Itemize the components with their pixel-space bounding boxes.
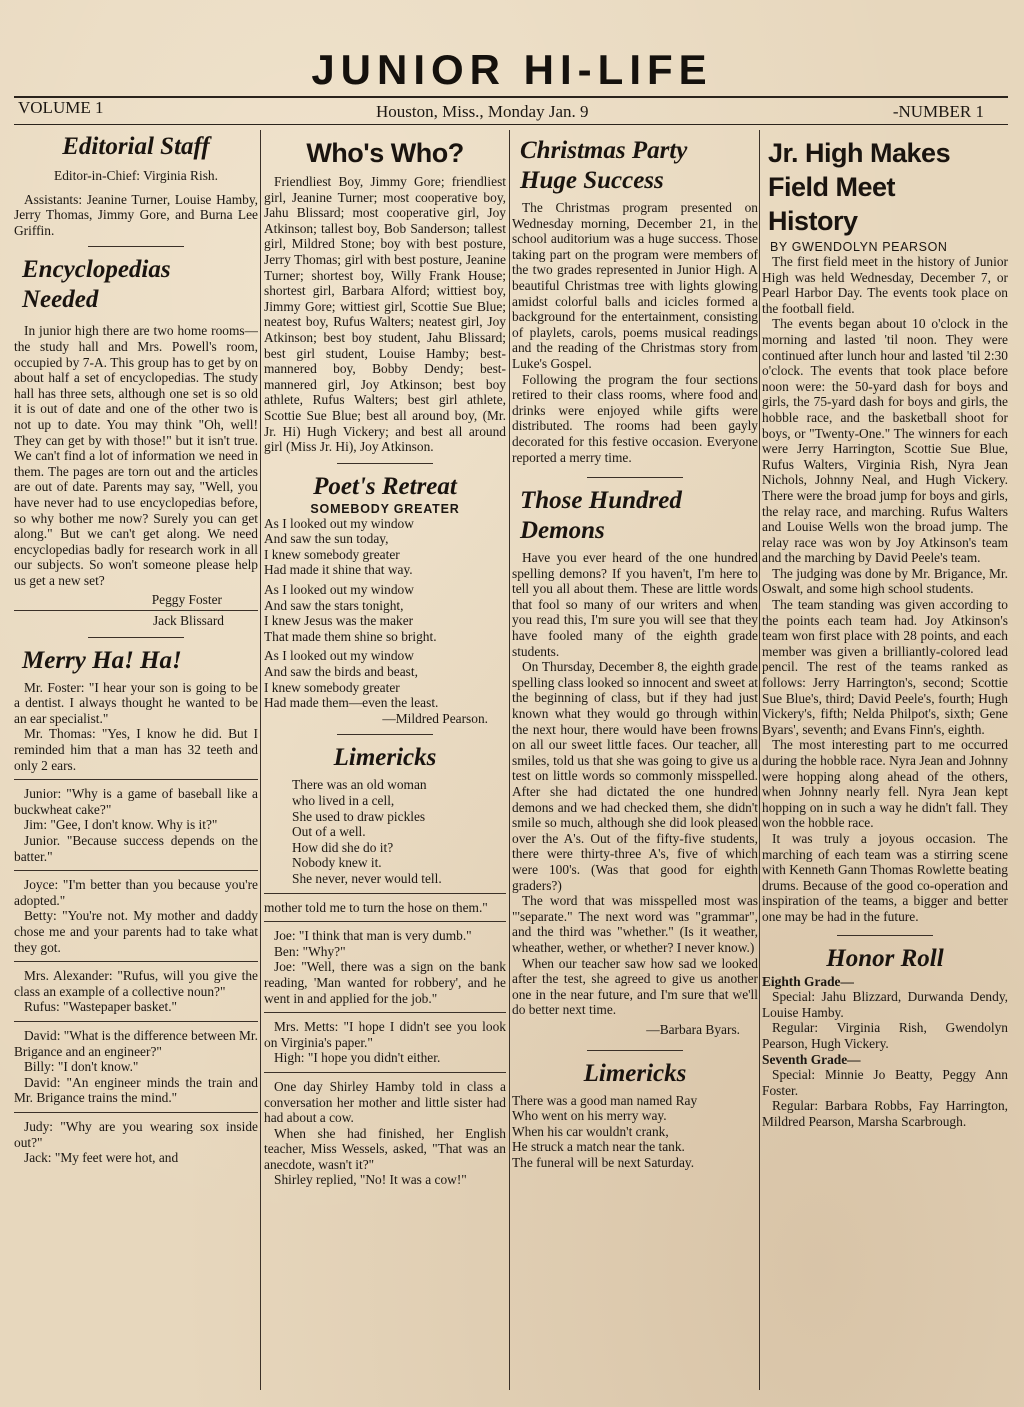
encyclopedias-signature-2: Jack Blissard	[152, 613, 224, 629]
limerick-2	[512, 1093, 758, 1171]
signature-rule	[14, 610, 258, 611]
christmas-paragraph: The Christmas program presented on Wednesday morning, December 21, in the school auditorium was a huge success. Those taking part on the program were members of the two grades represented in Junior High. A beautiful Christmas tree with lights glowing amidst colorful balls and icicles formed a background for the entertainment, consisting of playlets, carols, poems musical readings and the reading of the Christmas story from Luke's Gospel.	[512, 200, 758, 371]
encyclopedias-body: In junior high there are two home rooms—the study hall and Mrs. Powell's room, occupied by 7-A. This group has to get by on about half a set of encyclopedias. The study hall has three sets, although one set is so old it is out of date and one of the other two is not up to date. You may think "Oh, well! They can get by with those!" but it isn't true. We can't find a lot of information we need in them. The pages are torn out and the articles are out of date. Parents may say, "Well, you have never had to use encyclopedias before, so why bother me now? Surely you can get along." But we can't get along. We need encyclopedias badly for research work in all our subjects. So won't someone please help us get a new set?	[14, 323, 258, 588]
joke-line: Mrs. Alexander: "Rufus, will you give the class an example of a collective noun?"	[14, 968, 258, 999]
merry-heading: Merry Ha! Ha!	[22, 646, 182, 674]
column-2	[264, 128, 506, 1393]
section-rule	[837, 935, 933, 936]
demons-paragraph: The word that was misspelled most was "'separate." The next word was "grammar", and the third was "whether." (Is it weather, wheather, wether, or whether? I never know.)	[512, 893, 758, 955]
poem-line: Had made them—even the least.	[264, 695, 439, 711]
joke-line: High: "I hope you didn't either.	[274, 1050, 441, 1066]
joke-rule	[264, 1072, 506, 1073]
limerick-line: There was an old woman	[292, 777, 427, 793]
limerick-line: She used to draw pickles	[292, 808, 426, 824]
demons-paragraph: When our teacher saw how sad we looked after the test, she agreed to give us another one in the near future, and I'm sure that we'll do better next time.	[512, 955, 758, 1018]
fieldmeet-paragraph: It was truly a joyous occasion. The marching of each team was a stirring scene with Kenneth Gann Thomas Rowlette beating drums. Because of the good co-operation and inspiration of the teams, a bigger and better one may be had in the future.	[762, 830, 1008, 924]
joke-line: Judy: "Why are you wearing sox inside out?"	[14, 1118, 258, 1150]
limerick-line: She never, never would tell.	[292, 870, 442, 886]
poem-stanza-3	[264, 648, 506, 710]
dateline: Houston, Miss., Monday Jan. 9	[376, 102, 589, 121]
poem-line: That made them shine so bright.	[264, 628, 437, 644]
fieldmeet-heading-line3: History	[768, 206, 858, 236]
section-rule	[587, 1050, 683, 1051]
limericks-heading: Limericks	[333, 744, 437, 772]
section-rule	[88, 246, 184, 247]
limerick-line: How did she do it?	[292, 839, 394, 855]
christmas-heading-line1: Christmas Party	[520, 137, 688, 164]
section-rule	[88, 637, 184, 638]
fieldmeet-heading-line2: Field Meet	[768, 172, 896, 202]
fieldmeet-paragraph: The team standing was given according to the points each team had. Joy Atkinson's team won first place with 28 points, and each member was given a brilliantly-colored lead pencil. The rest of the teams ranked as follows: Jerry Harrington's, second; Scottie Sue Blue's, third; David Peele's, fourth; Hugh Vickery's, fifth; Nelda Philpot's, sixth; Gene Byars', seventh; and Evans Finn's, eighth.	[762, 597, 1008, 737]
encyclopedias-heading-line2: Needed	[22, 286, 99, 314]
joke-line: Joe: "Well, there was a sign on the bank reading, 'Man wanted for robbery', and he went in and applied for the job."	[264, 959, 506, 1006]
honor-grade-7: Seventh Grade—	[762, 1051, 861, 1067]
demons-paragraph: Have you ever heard of the one hundred spelling demons? If you haven't, I'm here to tell you all about them. These are little words that fool so many of our writers and when you read this, I'm sure you will see that they have fooled many of the eighth grade students.	[512, 550, 758, 659]
issue-number: -NUMBER 1	[892, 102, 984, 121]
poets-heading: Poet's Retreat	[313, 472, 457, 500]
christmas-paragraph: Following the program the four sections retired to their class rooms, where food and drinks were enjoyed while gifts were distributed. The rooms had been gayly decorated for this festive occasion. Everyone reported a merry time.	[512, 371, 758, 465]
joke-rule	[14, 1021, 258, 1022]
limericks-heading: Limericks	[583, 1059, 687, 1087]
fieldmeet-heading-line1: Jr. High Makes	[768, 138, 951, 168]
fieldmeet-paragraph: The most interesting part to me occurred during the hobble race. Nyra Jean and Johnny were hopping along ahead of the others, when Johnny nearly fell. Nyra Jean kept hopping on in such a way he didn't fall. They won the hobble race.	[762, 737, 1008, 831]
joke-line: Junior. "Because success depends on the batter."	[14, 833, 258, 864]
dateline-bar	[18, 98, 1000, 122]
column-divider	[509, 130, 510, 1390]
limerick-line: Nobody knew it.	[292, 855, 382, 871]
honor-entry: Regular: Barbara Robbs, Fay Harrington, Mildred Pearson, Marsha Scarbrough.	[762, 1098, 1008, 1129]
demons-heading-line2: Demons	[520, 517, 605, 545]
poem-title: SOMEBODY GREATER	[310, 501, 460, 516]
joke-rule	[14, 870, 258, 871]
joke-continued: mother told me to turn the hose on them."	[264, 899, 488, 915]
whos-who-heading: Who's Who?	[306, 138, 464, 168]
poem-line: And saw the birds and beast,	[264, 664, 418, 680]
poem-line: Had made it shine that way.	[264, 562, 413, 578]
christmas-heading-line2: Huge Success	[520, 167, 664, 194]
joke-line: Ben: "Why?"	[274, 943, 346, 959]
fieldmeet-byline: BY GWENDOLYN PEARSON	[770, 240, 948, 254]
poem-line: I knew somebody greater	[264, 679, 400, 695]
limerick-line: Who went on his merry way.	[512, 1108, 667, 1124]
section-rule	[264, 893, 506, 894]
honor-grade-8: Eighth Grade—	[762, 973, 854, 989]
poem-line: I knew Jesus was the maker	[264, 613, 414, 629]
limerick-line: who lived in a cell,	[292, 793, 395, 808]
fieldmeet-paragraph: The events began about 10 o'clock in the morning and lasted 'til noon. They were continued after lunch hour and lasted 'til 2:30 o'clock. The events that took place before noon were: the 50-yard dash for boys and girls, the 75-yard dash for boys and girls, the hobble race, and the basketball shoot for boys, or "Twenty-One." The winners for each were Jerry Harrington, Scottie Sue Blue, Rufus Walters, Virginia Rish, Nyra Jean Nichols, Johnny Neal, and Hugh Vickery. There were the broad jump for boys and girls, the relay race, and marching. Rufus Walters and Louise Wells won the broad jump. The relay race was won by Joy Atkinson's team and the marching by David Peele's team.	[762, 316, 1008, 566]
honor-roll-heading: Honor Roll	[826, 944, 944, 972]
limerick-line: There was a good man named Ray	[512, 1092, 698, 1108]
column-divider	[260, 130, 261, 1390]
poem-line: And saw the stars tonight,	[264, 597, 404, 613]
demons-paragraph: On Thursday, December 8, the eighth grade spelling class looked so innocent and sweet at the beginning of class, but if they had just known what they would go through within the next hour, there would have been frowns on all our sweet little faces. Our teacher, all smiles, told us that she was going to give us a test on little words so commonly misspelled. After she had dictated the one hundred demons and we had checked them, she didn't smile so much, although she did look pleased over the A's. Out of the fifty-five students, there were thirty-three A's, five of which were 100's. (Was that good for eighth graders?)	[512, 659, 758, 893]
poem-author: —Mildred Pearson.	[382, 710, 488, 726]
whos-who-body: Friendliest Boy, Jimmy Gore; friendliest girl, Jeanine Turner; most cooperative boy, Jahu Blissard; most cooperative girl, Joy Atkinson; tallest boy, Bob Sanderson; tallest girl, Mildred Stone; boy with best posture, Jerry Thomas; girl with best posture, Jeanine Turner; shortest boy, Willy Frank House; shortest girl, Barbara Alford; wittiest boy, Jimmy Gore; wittiest girl, Scottie Sue Blue; neatest boy, Rufus Walters; neatest girl, Joy Atkinson; best boy student, Jahu Blissard; best girl student, Louise Hamby; best-mannered boy, Bobby Dendy; best-mannered girl, Joy Atkinson; best boy athlete, Rufus Walters; best girl athlete, Scottie Sue Blue; best all around boy, (Mr. Jr. Hi) Hugh Vickery; and best all around girl (Miss Jr. Hi), Joy Atkinson.	[264, 174, 506, 455]
joke-line: Mr. Foster: "I hear your son is going to be a dentist. I always thought he wanted to be an ear specialist."	[14, 679, 258, 726]
fieldmeet-paragraph: The first field meet in the history of Junior High was held Wednesday, December 7, or Pearl Harbor Day. The events took place on the football field.	[762, 254, 1008, 316]
demons-author: —Barbara Byars.	[646, 1021, 740, 1037]
limerick-line: Out of a well.	[292, 824, 366, 840]
limerick-line: He struck a match near the tank.	[512, 1139, 685, 1155]
joke-rule	[14, 961, 258, 962]
volume-label: VOLUME 1	[18, 98, 104, 117]
editorial-chief: Editor-in-Chief: Virginia Rish.	[54, 168, 218, 183]
honor-entry: Regular: Virginia Rish, Gwendolyn Pearson, Hugh Vickery.	[762, 1020, 1008, 1051]
joke-rule	[264, 1012, 506, 1013]
poem-line: I knew somebody greater	[264, 546, 400, 562]
poem-line: And saw the sun today,	[264, 531, 389, 547]
joke-line: Billy: "I don't know."	[24, 1059, 139, 1075]
joke-rule	[14, 1112, 258, 1113]
limerick-line: The funeral will be next Saturday.	[512, 1154, 695, 1170]
editorial-heading: Editorial Staff	[62, 133, 210, 160]
joke-line: Mrs. Metts: "I hope I didn't see you look on Virginia's paper."	[264, 1019, 506, 1050]
column-3	[512, 128, 758, 1393]
encyclopedias-signature-1: Peggy Foster	[151, 592, 222, 608]
masthead-rule-bottom	[14, 124, 1008, 125]
joke-line: David: "What is the difference between Mr. Brigance and an engineer?"	[14, 1027, 258, 1059]
demons-heading-line1: Those Hundred	[520, 487, 682, 515]
joke-line: Jack: "My feet were hot, and	[24, 1150, 179, 1166]
joke-line: David: "An engineer minds the train and Mr. Brigance trains the mind."	[14, 1074, 258, 1106]
column-1	[14, 128, 258, 1393]
poem-stanza-2	[264, 582, 506, 644]
joke-rule	[264, 921, 506, 922]
fieldmeet-paragraph: The judging was done by Mr. Brigance, Mr. Oswalt, and some high school students.	[762, 565, 1008, 597]
editorial-assistants: Assistants: Jeanine Turner, Louise Hamby, Jerry Thomas, Jimmy Gore, and Burna Lee Griffin.	[14, 191, 258, 238]
honor-entry: Special: Jahu Blizzard, Durwanda Dendy, Louise Hamby.	[762, 989, 1008, 1020]
section-rule	[337, 734, 433, 735]
joke-line: When she had finished, her English teacher, Miss Wessels, asked, "That was an anecdote, wasn't it?"	[264, 1125, 506, 1172]
joke-line: Rufus: "Wastepaper basket."	[24, 999, 178, 1015]
joke-line: Shirley replied, "No! It was a cow!"	[274, 1172, 467, 1188]
masthead-title: JUNIOR HI-LIFE	[311, 46, 713, 93]
joke-line: Joyce: "I'm better than you because you're adopted."	[14, 877, 258, 908]
limerick-1	[264, 777, 506, 886]
poem-line: As I looked out my window	[264, 515, 414, 531]
section-rule	[587, 477, 683, 478]
joke-line: One day Shirley Hamby told in class a conversation her mother and little sister had had about a cow.	[264, 1078, 506, 1126]
joke-line: Joe: "I think that man is very dumb."	[274, 928, 472, 944]
honor-entry: Special: Minnie Jo Beatty, Peggy Ann Foster.	[762, 1067, 1008, 1098]
joke-rule	[14, 779, 258, 780]
poem-line: As I looked out my window	[264, 582, 414, 598]
encyclopedias-heading-line1: Encyclopedias	[22, 256, 171, 284]
column-divider	[759, 130, 760, 1390]
joke-line: Jim: "Gee, I don't know. Why is it?"	[24, 817, 218, 833]
joke-line: Mr. Thomas: "Yes, I know he did. But I reminded him that a man has 32 teeth and only 2 ears.	[14, 726, 258, 773]
poem-line: As I looked out my window	[264, 648, 414, 664]
joke-line: Junior: "Why is a game of baseball like a buckwheat cake?"	[14, 786, 258, 817]
column-4	[762, 128, 1008, 1393]
joke-line: Betty: "You're not. My mother and daddy chose me and your parents had to take what they got.	[14, 908, 258, 955]
section-rule	[337, 463, 433, 464]
poem-stanza-1	[264, 516, 506, 578]
limerick-line: When his car wouldn't crank,	[512, 1123, 669, 1139]
